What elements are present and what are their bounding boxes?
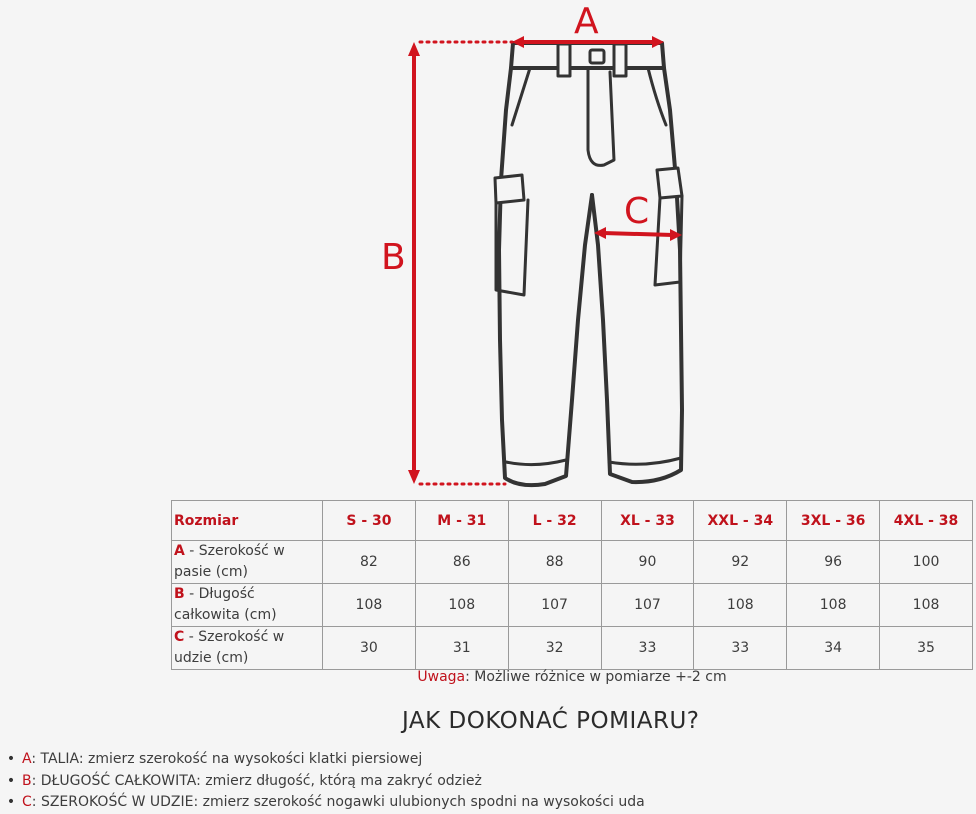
size-header: 4XL - 38 [880, 501, 973, 541]
table-cell: 108 [880, 584, 973, 627]
table-cell: 108 [415, 584, 508, 627]
row-key: A [174, 543, 185, 559]
bullet-icon: • [6, 751, 16, 767]
table-cell: 90 [601, 541, 694, 584]
instruction-key: C [22, 794, 32, 810]
row-label [172, 541, 323, 584]
row-key: C [174, 629, 185, 645]
instruction-key: B [22, 772, 32, 789]
table-cell: 35 [880, 627, 973, 670]
table-cell: 108 [694, 584, 787, 627]
page-heading: JAK DOKONAĆ POMIARU? [402, 708, 700, 734]
note-label: Uwaga [417, 669, 466, 685]
instruction-text: : DŁUGOŚĆ CAŁKOWITA: zmierz długość, którą ma zakryć odzież [31, 772, 482, 789]
table-cell: 88 [508, 541, 601, 584]
size-header: M - 31 [415, 501, 508, 541]
header-size-label: Rozmiar [172, 501, 323, 541]
instruction-key: A [22, 751, 32, 767]
row-label [172, 627, 323, 670]
dimension-label-a: A [574, 1, 599, 42]
table-cell: 33 [694, 627, 787, 670]
table-cell: 86 [415, 541, 508, 584]
pants-outline [495, 43, 682, 485]
table-cell: 34 [787, 627, 880, 670]
row-label-text: - Szerokość w pasie (cm) [174, 543, 285, 580]
table-cell: 31 [415, 627, 508, 670]
table-cell: 108 [787, 584, 880, 627]
list-item [0, 771, 645, 793]
table-row-length [172, 584, 973, 627]
size-header: L - 32 [508, 501, 601, 541]
row-key: B [174, 586, 185, 602]
row-label-text: - Długość całkowita (cm) [174, 586, 277, 623]
instruction-text: : TALIA: zmierz szerokość na wysokości klatki piersiowej [31, 751, 423, 767]
measurement-instructions [0, 749, 645, 814]
size-header: XL - 33 [601, 501, 694, 541]
table-cell: 33 [601, 627, 694, 670]
size-header: XXL - 34 [694, 501, 787, 541]
instruction-text: : SZEROKOŚĆ W UDZIE: zmierz szerokość nogawki ulubionych spodni na wysokości uda [31, 794, 645, 810]
table-row-thigh [172, 627, 973, 670]
size-header: S - 30 [323, 501, 416, 541]
size-header-row [172, 501, 973, 541]
bullet-icon: • [6, 772, 16, 789]
row-label-text: - Szerokość w udzie (cm) [174, 629, 285, 666]
table-cell: 32 [508, 627, 601, 670]
table-cell: 30 [323, 627, 416, 670]
measurement-note [0, 669, 976, 685]
size-header: 3XL - 36 [787, 501, 880, 541]
row-label [172, 584, 323, 627]
list-item [0, 749, 645, 771]
table-cell: 107 [508, 584, 601, 627]
table-cell: 92 [694, 541, 787, 584]
bullet-icon: • [6, 794, 16, 810]
note-text: : Możliwe różnice w pomiarze +-2 cm [465, 669, 727, 685]
dimension-label-c: C [624, 191, 650, 232]
dimension-label-b: B [381, 237, 406, 278]
table-cell: 82 [323, 541, 416, 584]
table-cell: 100 [880, 541, 973, 584]
table-cell: 96 [787, 541, 880, 584]
list-item [0, 792, 645, 814]
size-table [171, 500, 973, 670]
table-cell: 108 [323, 584, 416, 627]
table-cell: 107 [601, 584, 694, 627]
table-row-waist [172, 541, 973, 584]
